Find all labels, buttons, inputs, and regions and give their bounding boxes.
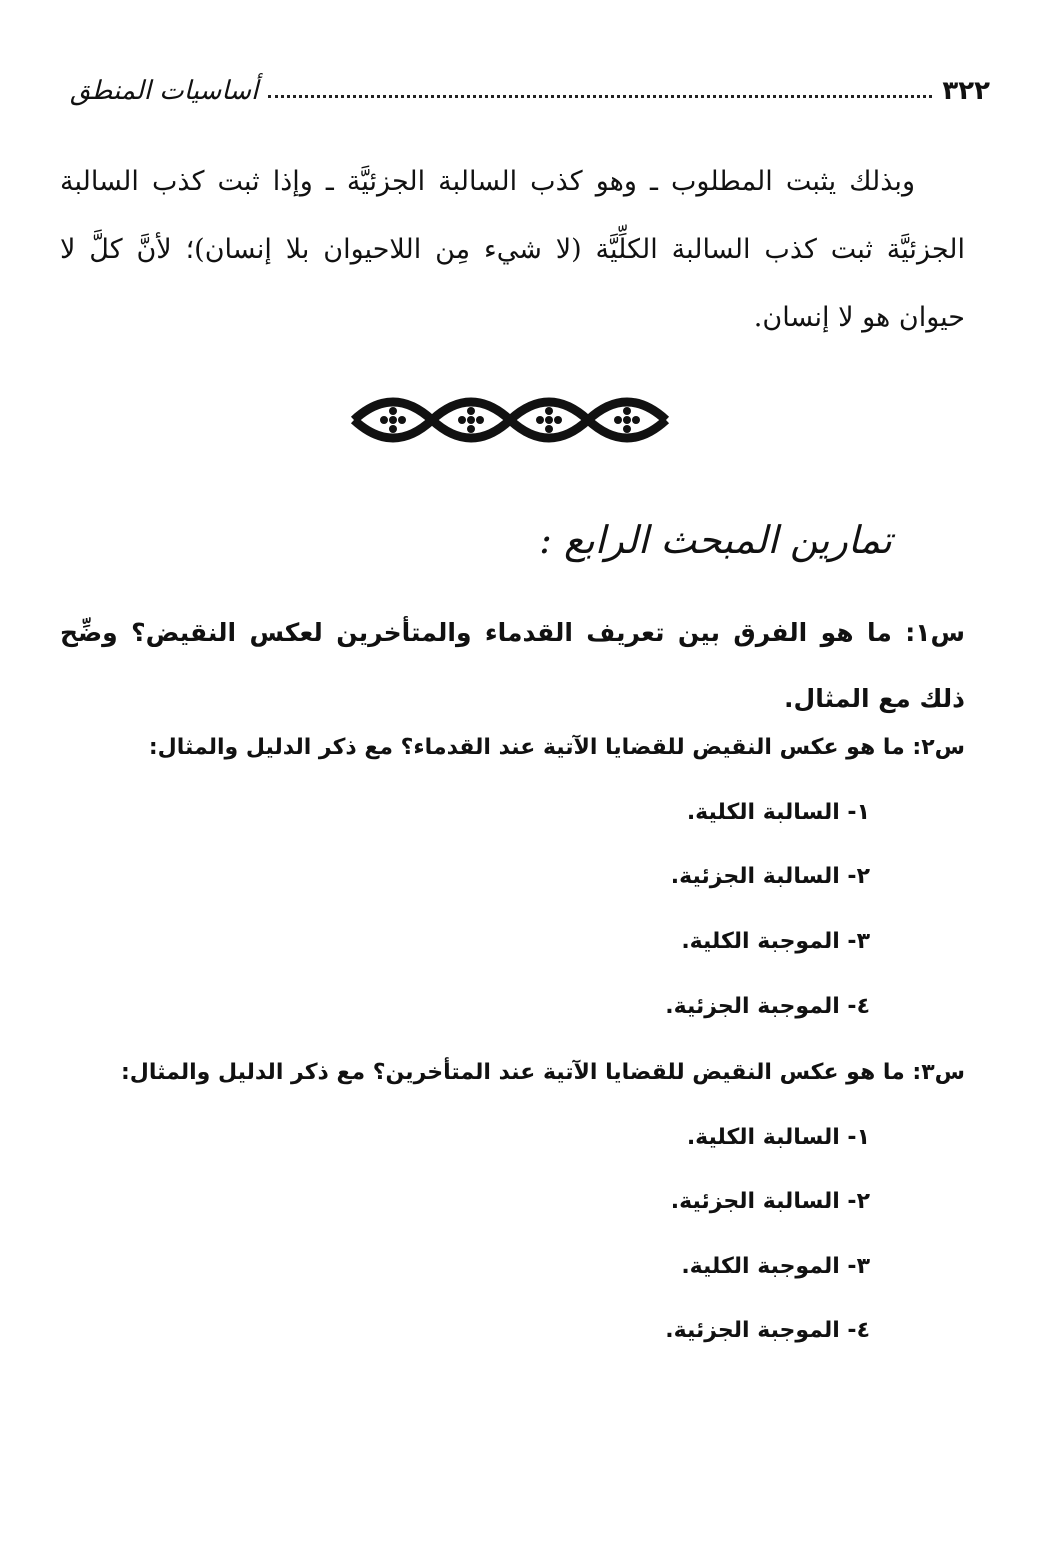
question-3: س٣: ما هو عكس النقيض للقضايا الآتية عند المتأخرين؟ مع ذكر الدليل والمثال: — [120, 1060, 965, 1085]
book-title: أساسيات المنطق — [70, 76, 259, 106]
question-2-item-3: ٣- الموجبة الكلية. — [681, 929, 870, 954]
page-number: ٣٢٢ — [942, 76, 990, 106]
question-3-item-2: ٢- السالبة الجزئية. — [670, 1189, 870, 1214]
page-header — [70, 62, 990, 106]
question-2-item-2: ٢- السالبة الجزئية. — [670, 864, 870, 889]
ornamental-divider-icon — [348, 388, 680, 452]
section-title: تمارين المبحث الرابع : — [539, 518, 892, 562]
question-3-item-4: ٤- الموجبة الجزئية. — [665, 1318, 870, 1343]
question-2: س٢: ما هو عكس النقيض للقضايا الآتية عند القدماء؟ مع ذكر الدليل والمثال: — [148, 735, 965, 760]
question-3-item-1: ١- السالبة الكلية. — [686, 1125, 870, 1150]
header-dotted-leader — [268, 95, 932, 98]
body-paragraph — [60, 148, 965, 352]
question-1: س١: ما هو الفرق بين تعريف القدماء والمتأخرين لعكس النقيض؟ وضِّح ذلك مع المثال. — [60, 618, 965, 713]
question-2-item-1: ١- السالبة الكلية. — [686, 800, 870, 825]
question-2-item-4: ٤- الموجبة الجزئية. — [665, 994, 870, 1019]
question-3-item-3: ٣- الموجبة الكلية. — [681, 1254, 870, 1279]
body-paragraph-text: وبذلك يثبت المطلوب ـ وهو كذب السالبة الجزئيَّة ـ وإذا ثبت كذب السالبة الجزئيَّة ثبت كذب السالبة الكلِّيَّة (لا شيء مِن اللاحيوان بلا إنسان)؛ لأنَّ كلَّ لا حيوان هو لا إنسان. — [60, 166, 965, 333]
